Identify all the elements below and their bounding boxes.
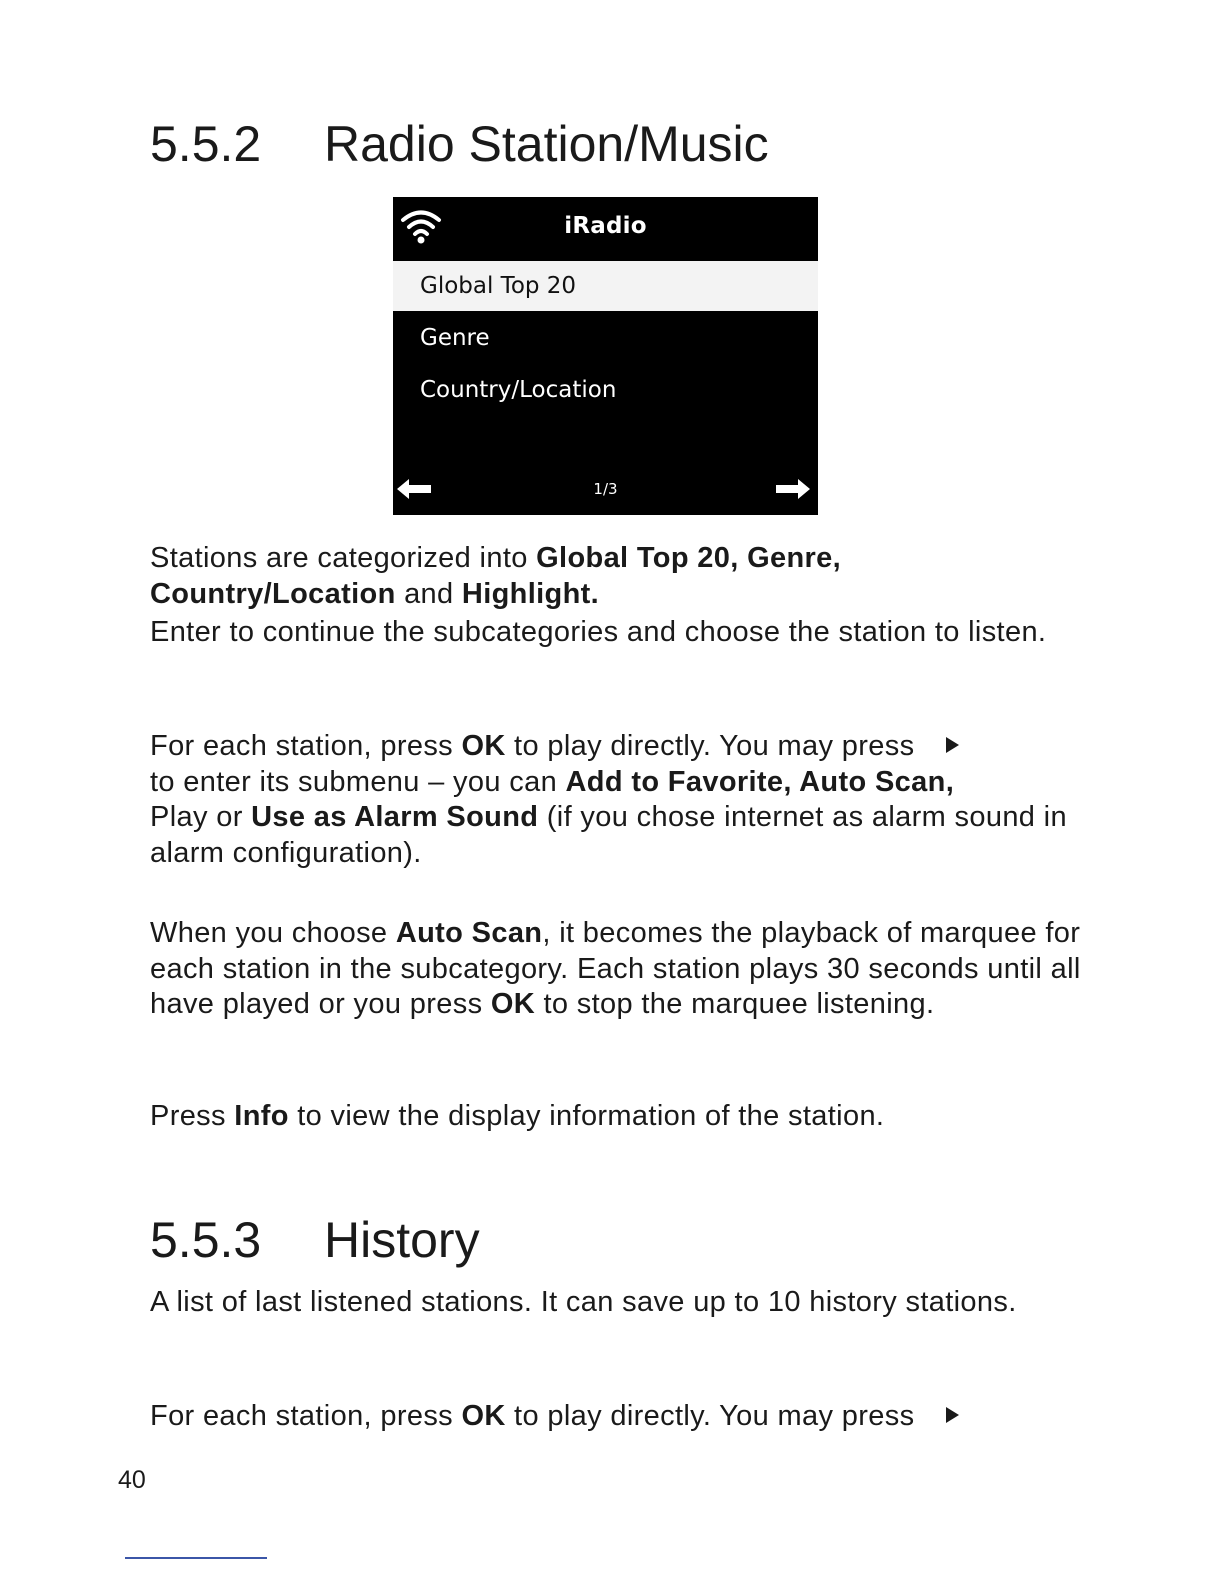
arrow-right-icon[interactable] [774, 479, 810, 499]
bold-text: Use as Alarm Sound [251, 801, 539, 833]
page-number: 40 [118, 1466, 146, 1494]
section-title: Radio Station/Music [324, 116, 769, 172]
paragraph-enter [150, 615, 1100, 651]
bold-text: Auto Scan [395, 917, 543, 949]
text: and [395, 577, 462, 610]
text: to play directly. You may press [505, 1400, 915, 1432]
paragraph-history-ok [150, 1399, 1100, 1435]
text: Enter to continue the subcategories and choose the station to listen. [150, 616, 1047, 648]
text: , it becomes the playback of marquee for each station in the subcategory. Each station plays 30 seconds until all have played or you press [150, 917, 1081, 1020]
bold-text: Add to Favorite, Auto Scan, [565, 765, 955, 798]
bold-text: OK [490, 988, 536, 1020]
paragraph-categories [150, 541, 1100, 612]
section-number: 5.5.2 [150, 116, 262, 172]
text: to stop the marquee listening. [535, 988, 935, 1020]
play-arrow-icon [946, 1407, 959, 1423]
text: (if you chose internet as alarm sound in alarm configuration). [150, 801, 1067, 869]
section-number: 5.5.3 [150, 1212, 262, 1268]
text: For each station, press [150, 1400, 462, 1432]
text: Stations are categorized into [150, 542, 537, 574]
menu-item-genre[interactable]: Genre [420, 325, 490, 351]
text: to view the display information of the station. [288, 1100, 885, 1132]
bold-text: Info [234, 1100, 289, 1132]
bold-text: Highlight. [461, 577, 600, 610]
bold-text: Country/Location [150, 577, 396, 610]
bold-text: OK [461, 1400, 506, 1432]
paragraph-info [150, 1099, 1100, 1135]
text: Play or [150, 801, 252, 833]
bold-text: Global Top 20, Genre, [536, 542, 842, 574]
iradio-screen [393, 197, 818, 515]
paragraph-history [150, 1285, 1100, 1321]
section-title: History [324, 1212, 480, 1268]
text: to enter its submenu – you can [150, 765, 566, 798]
text: Press [150, 1100, 235, 1132]
section-heading-5-5-3 [150, 1212, 480, 1268]
text: When you choose [150, 917, 396, 949]
footer-rule [125, 1557, 267, 1559]
bold-text: OK [461, 730, 506, 762]
play-arrow-icon [946, 737, 959, 753]
page-indicator: 1/3 [593, 480, 618, 498]
menu-item-global-top-20[interactable]: Global Top 20 [393, 261, 818, 311]
screen-title: iRadio [564, 213, 647, 239]
paragraph-auto-scan [150, 916, 1100, 1023]
text: to play directly. You may press [505, 730, 915, 762]
paragraph-press-ok [150, 729, 1100, 871]
screen-titlebar [393, 197, 818, 259]
section-heading-5-5-2 [150, 116, 769, 172]
text: A list of last listened stations. It can save up to 10 history stations. [150, 1286, 1017, 1318]
menu-item-country-location[interactable]: Country/Location [420, 377, 617, 403]
text: For each station, press [150, 730, 462, 762]
